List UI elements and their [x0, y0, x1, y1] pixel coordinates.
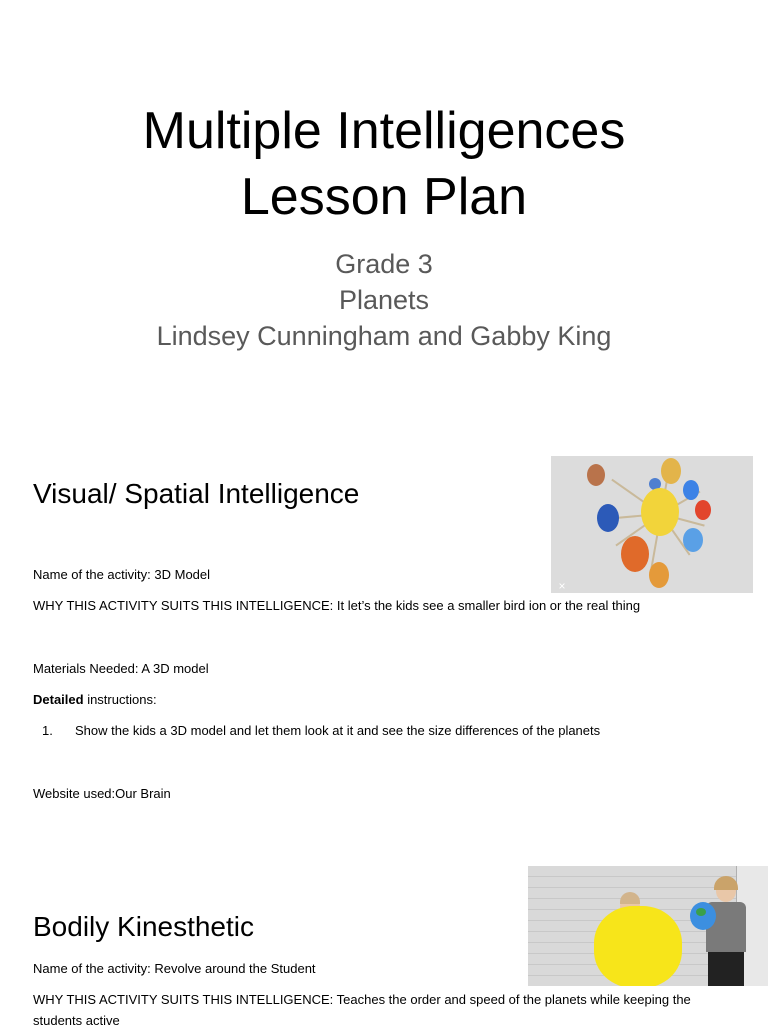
- authors-label: Lindsey Cunningham and Gabby King: [156, 321, 612, 351]
- title-line-1: Multiple Intelligences: [142, 102, 626, 160]
- instructions-label: instructions:: [83, 692, 157, 707]
- section-heading-bodily-kinesthetic: Bodily Kinesthetic: [33, 911, 255, 942]
- website-used-text: Website used:Our Brain: [33, 786, 171, 801]
- step-number: 1.: [42, 723, 53, 738]
- activity-name-bodily: Name of the activity: Revolve around the Student: [33, 961, 316, 976]
- materials-text-visual: Materials Needed: A 3D model: [33, 661, 209, 676]
- grade-label: Grade 3: [335, 249, 433, 279]
- students-holding-planets-photo: [528, 866, 768, 986]
- why-text-bodily: WHY THIS ACTIVITY SUITS THIS INTELLIGENCE: Teaches the order and speed of the planets while keeping the students active: [33, 992, 691, 1028]
- activity-name-visual: Name of the activity: 3D Model: [33, 567, 211, 582]
- subtitle-block: [0, 246, 768, 354]
- page-title: [0, 98, 768, 230]
- topic-label: Planets: [338, 285, 430, 315]
- solar-system-model-photo: [551, 456, 753, 593]
- step-text: Show the kids a 3D model and let them look at it and see the size differences of the planets: [75, 723, 601, 738]
- close-icon[interactable]: ×: [558, 579, 566, 593]
- section-heading-visual-spatial: Visual/ Spatial Intelligence: [33, 478, 360, 509]
- title-line-2: Lesson Plan: [240, 168, 528, 226]
- why-text-visual: WHY THIS ACTIVITY SUITS THIS INTELLIGENCE: It let’s the kids see a smaller bird ion or the real thing: [33, 598, 641, 613]
- detailed-instructions-label: [33, 692, 157, 707]
- detailed-bold: Detailed: [33, 692, 84, 707]
